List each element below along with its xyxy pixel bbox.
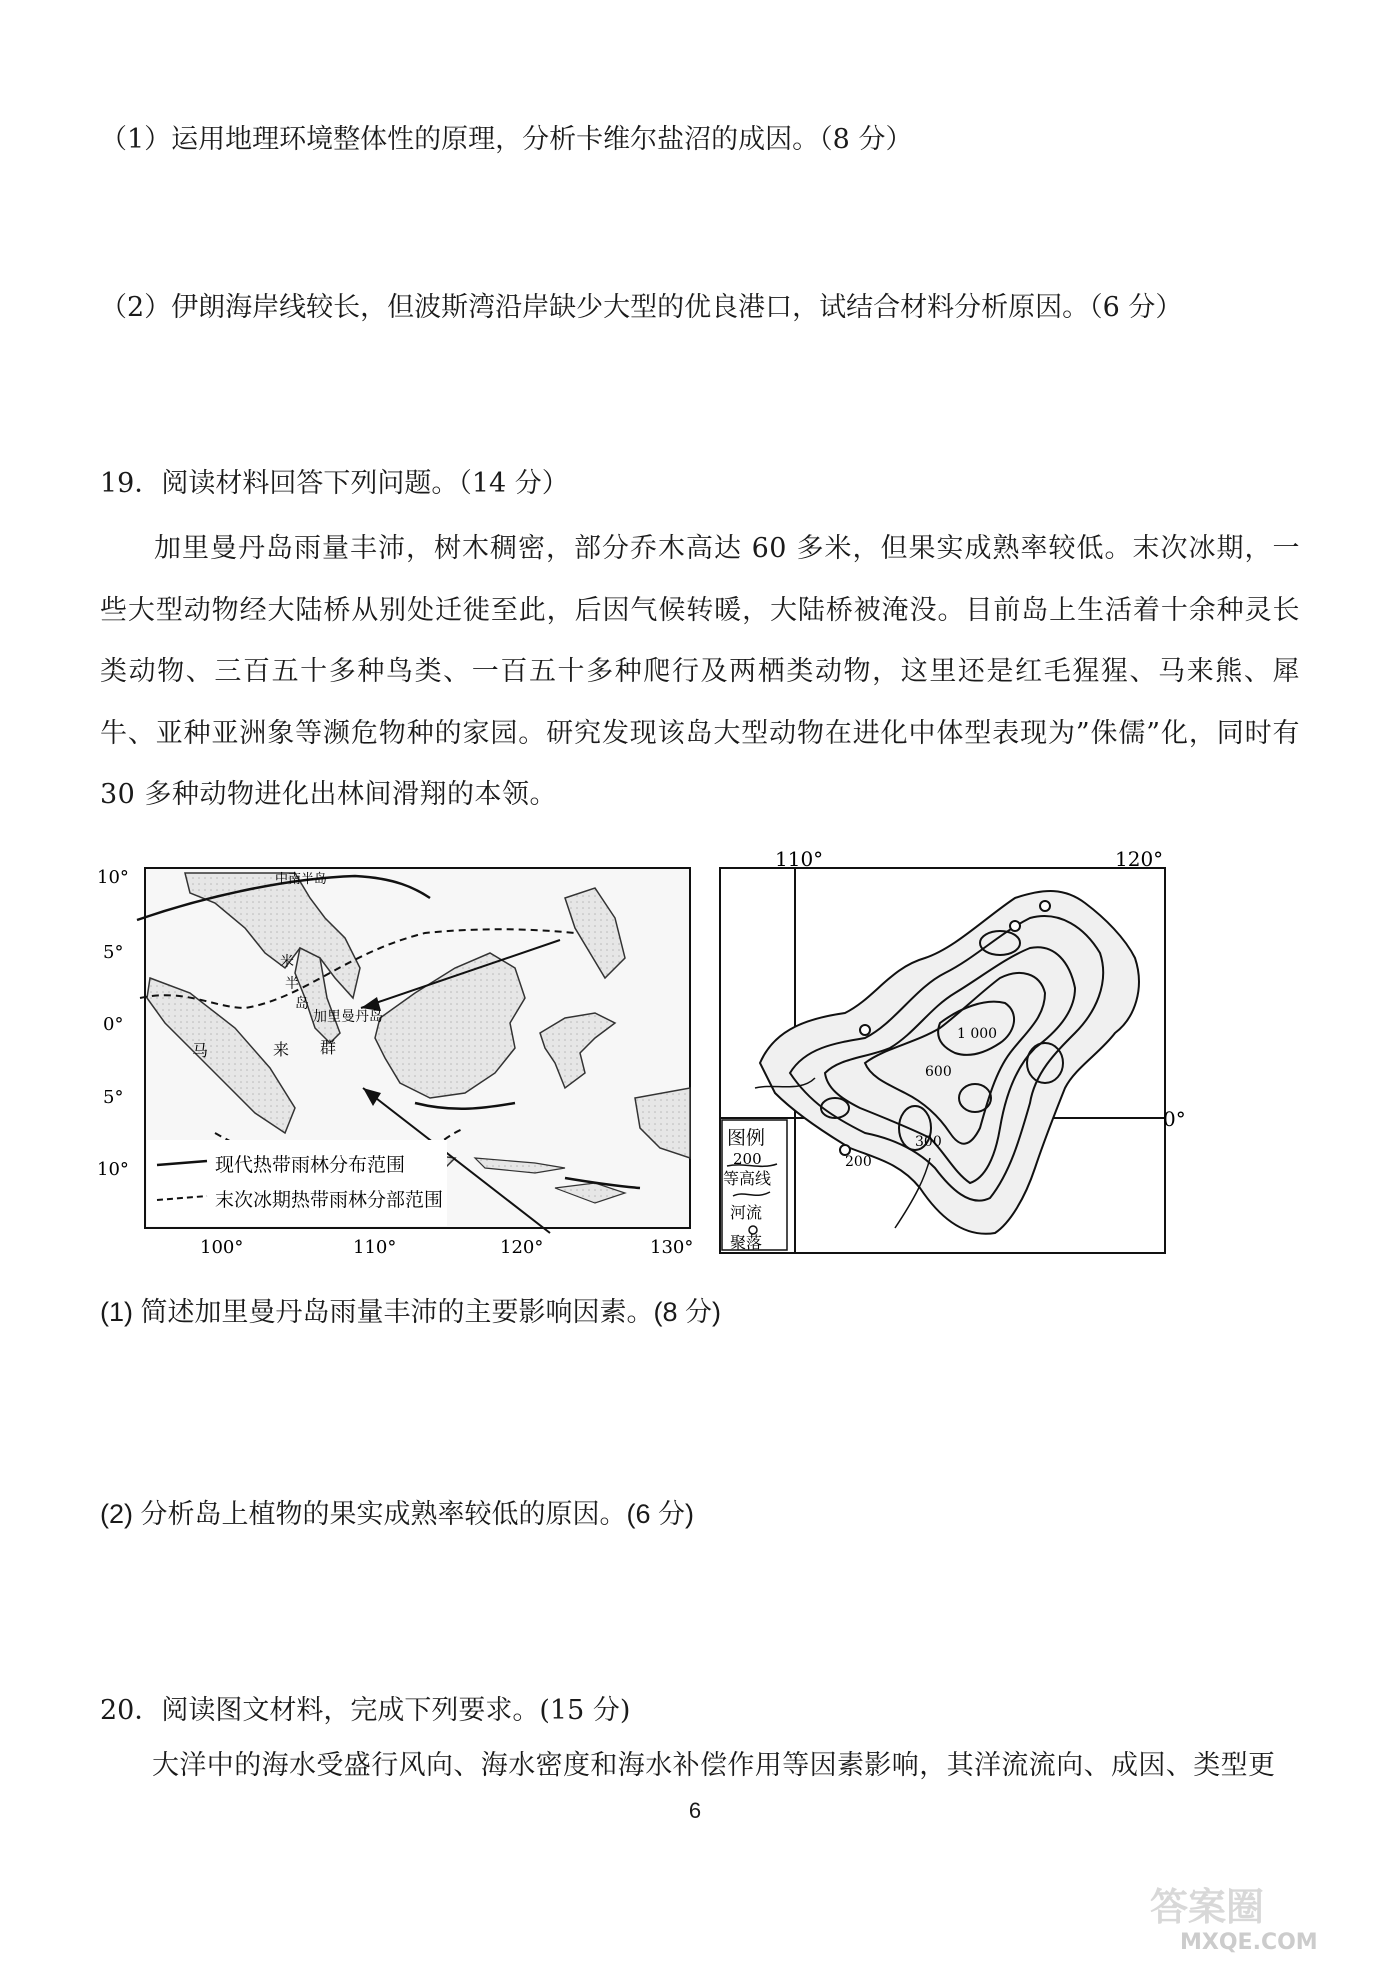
lon-label-120: 120° — [500, 1237, 544, 1258]
question-20-material: 大洋中的海水受盛行风向、海水密度和海水补偿作用等因素影响，其洋流流向、成因、类型更 — [152, 1750, 1276, 1781]
question-19-1: (1) 简述加里曼丹岛雨量丰沛的主要影响因素。(8 分) — [100, 1297, 721, 1327]
lon-label-110-right: 110° — [775, 848, 824, 871]
lat-label-10s: 10° — [97, 1159, 129, 1180]
watermark-logo — [1140, 1875, 1370, 1955]
contour-label-600: 600 — [925, 1064, 952, 1080]
lat-label-5s: 5° — [103, 1087, 124, 1108]
legend-glacial-rainforest: 末次冰期热带雨林分部范围 — [215, 1189, 444, 1211]
question-19-2: (2) 分析岛上植物的果实成熟率较低的原因。(6 分) — [100, 1499, 694, 1529]
contour-label-300: 300 — [915, 1134, 942, 1150]
place-label-qun: 群 — [320, 1038, 337, 1057]
contour-label-1000: 1 000 — [957, 1026, 998, 1042]
place-label-ban: 半 — [285, 976, 299, 992]
lon-label-120-right: 120° — [1115, 848, 1164, 871]
legend-contour: 等高线 — [723, 1169, 772, 1188]
svg-text:MXQE.COM: MXQE.COM — [1180, 1930, 1318, 1955]
question-20-title: 20．阅读图文材料，完成下列要求。(15 分) — [100, 1695, 631, 1726]
svg-text:答案圈: 答案圈 — [1150, 1885, 1265, 1929]
place-label-dao: 岛 — [295, 996, 309, 1012]
place-label-borneo: 加里曼丹岛 — [313, 1009, 383, 1025]
place-label-ma: 马 — [192, 1041, 209, 1060]
lon-label-100: 100° — [200, 1237, 244, 1258]
borneo-contour-map — [715, 848, 1195, 1258]
lon-label-130: 130° — [650, 1237, 694, 1258]
place-label-lai: 来 — [273, 1040, 290, 1059]
lon-label-110: 110° — [353, 1237, 397, 1258]
southeast-asia-rainforest-map — [95, 858, 705, 1258]
lat-label-0-right: 0° — [1163, 1107, 1186, 1131]
legend-settlement: 聚落 — [730, 1233, 763, 1252]
lat-label-10n: 10° — [97, 867, 129, 888]
settlement-marker — [1040, 901, 1050, 911]
question-19-material: 加里曼丹岛雨量丰沛，树木稠密，部分乔木高达 60 多米，但果实成熟率较低。末次冰期，一些大型动物经大陆桥从别处迁徙至此，后因气候转暖，大陆桥被淹没。目前岛上生活着十余种灵长类动物、三百五十多种鸟类、一百五十多种爬行及两栖类动物，这里还是红毛猩猩、马来熊、犀牛、亚种亚洲象等濒危物种的家园。研究发现该岛大型动物在进化中体型表现为”侏儒”化，同时有 30 多种动物进化出林间滑翔的本领。 — [100, 533, 1300, 810]
legend-river: 河流 — [730, 1203, 763, 1222]
lat-label-0: 0° — [103, 1014, 124, 1035]
contour-label-200: 200 — [845, 1154, 872, 1170]
legend-contour-value: 200 — [733, 1150, 762, 1168]
legend-title: 图例 — [727, 1127, 766, 1149]
page-number: 6 — [688, 1798, 702, 1823]
question-19-title: 19．阅读材料回答下列问题。（14 分） — [100, 468, 569, 499]
question-18-1: （1）运用地理环境整体性的原理，分析卡维尔盐沼的成因。（8 分） — [100, 124, 913, 155]
place-label-mi: 米 — [280, 954, 294, 970]
lat-label-5n: 5° — [103, 942, 124, 963]
legend-modern-rainforest: 现代热带雨林分布范围 — [215, 1154, 406, 1176]
place-label-peninsula: 中南半岛 — [275, 872, 328, 887]
question-18-2: （2）伊朗海岸线较长，但波斯湾沿岸缺少大型的优良港口，试结合材料分析原因。（6 分） — [100, 292, 1183, 323]
